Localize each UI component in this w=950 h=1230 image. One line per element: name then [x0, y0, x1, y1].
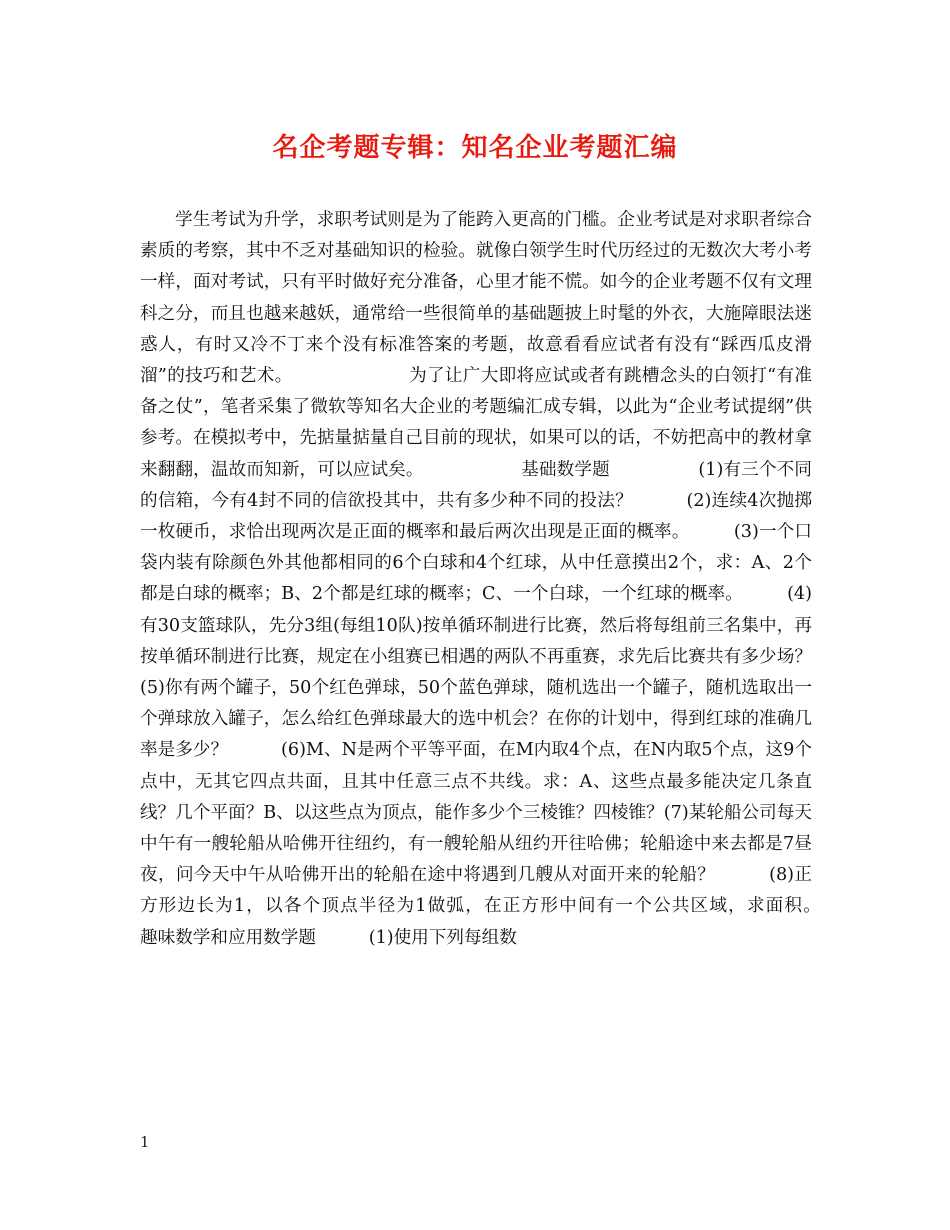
body-paragraph: 学生考试为升学，求职考试则是为了能跨入更高的门槛。企业考试是对求职者综合素质的考察，其中不乏对基础知识的检验。就像白领学生时代历经过的无数次大考小考一样，面对考试，只有平时做好充分准备，心里才能不慌。如今的企业考题不仅有文理科之分，而且也越来越妖，通常给一些很简单的基础题披上时髦的外衣，大施障眼法迷惑人，有时又冷不丁来个没有标准答案的考题，故意看看应试者有没有“踩西瓜皮滑溜”的技巧和艺术。 为了让广大即将应试或者有跳槽念头的白领打“有准备之仗”，笔者采集了微软等知名大企业的考题编汇成专辑，以此为“企业考试提纲”供参考。在模拟考中，先掂量掂量自己目前的现状，如果可以的话，不妨把高中的教材拿来翻翻，温故而知新，可以应试矣。 基础数学题 (1)有三个不同的信箱，今有4封不同的信欲投其中，共有多少种不同的投法？ (2)连续4次抛掷一枚硬币，求恰出现两次是正面的概率和最后两次出现是正面的概率。 (3)一个口袋内装有除颜色外其他都相同的6个白球和4个红球，从中任意摸出2个，求：A、2个都是白球的概率；B、2个都是红球的概率；C、一个白球，一个红球的概率。 (4)有30支篮球队，先分3组(每组10队)按单循环制进行比赛，然后将每组前三名集中，再按单循环制进行比赛，规定在小组赛已相遇的两队不再重赛，求先后比赛共有多少场？ (5)你有两个罐子，50个红色弹球，50个蓝色弹球，随机选出一个罐子，随机选取出一个弹球放入罐子，怎么给红色弹球最大的选中机会？在你的计划中，得到红球的准确几率是多少？ (6)M、N是两个平等平面，在M内取4个点，在N内取5个点，这9个点中，无其它四点共面，且其中任意三点不共线。求：A、这些点最多能决定几条直线？几个平面？B、以这些点为顶点，能作多少个三棱锥？四棱锥？(7)某轮船公司每天中午有一艘轮船从哈佛开往纽约，有一艘轮船从纽约开往哈佛；轮船途中来去都是7昼夜，问今天中午从哈佛开出的轮船在途中将遇到几艘从对面开来的轮船？ (8)正方形边长为1，以各个顶点半径为1做弧，在正方形中间有一个公共区域，求面积。 趣味数学和应用数学题 (1)使用下列每组数: [140, 210, 865, 948]
page-number: 1: [140, 1133, 150, 1151]
document-title: 名企考题专辑：知名企业考题汇编: [272, 133, 678, 163]
